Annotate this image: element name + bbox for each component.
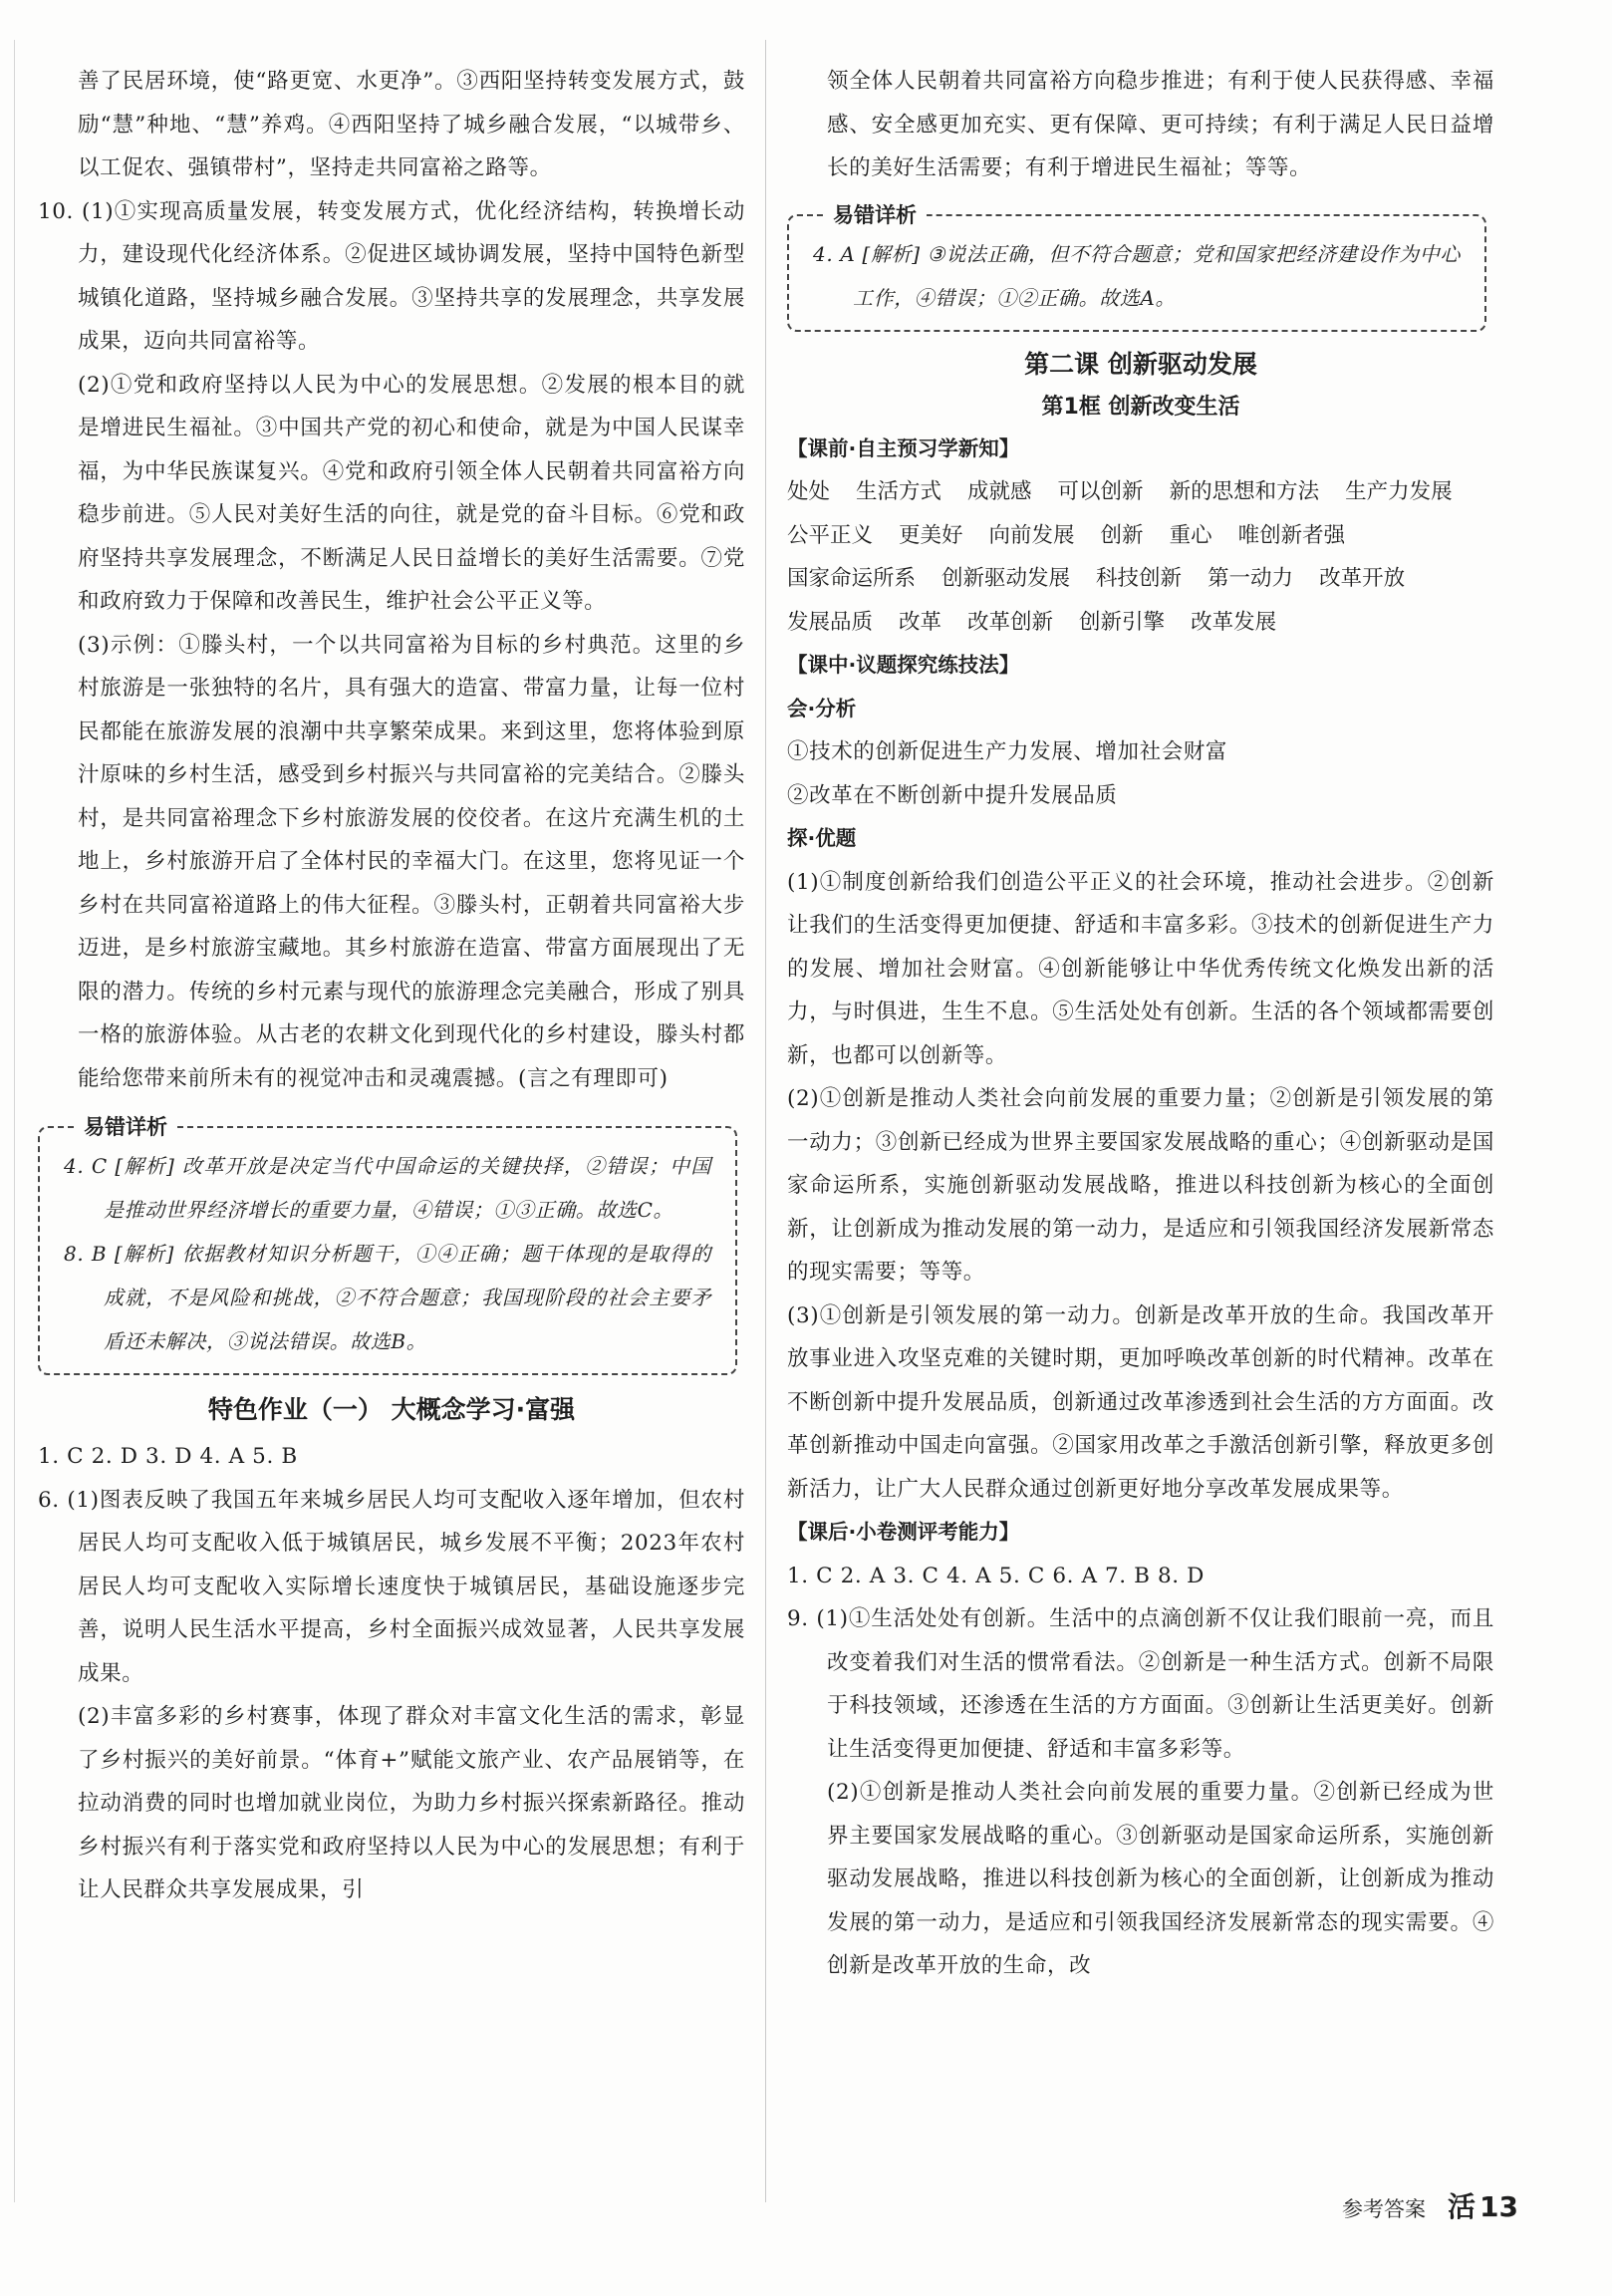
answer-word: 生产力发展	[1345, 479, 1453, 504]
answer-word: 发展品质	[787, 609, 874, 635]
answer-word: 改革	[899, 609, 942, 635]
after-class-answers: 1. C 2. A 3. C 4. A 5. C 6. A 7. B 8. D	[787, 1563, 1205, 1588]
explore-part2: (2)①创新是推动人类社会向前发展的重要力量；②创新是引领发展的第一动力；③创新已经成为世界主要国家发展战略的重心；④创新驱动是国家命运所系，实施创新驱动发展战略，推进以科技创新为核心的全面创新，让创新成为推动发展的第一动力，是适应和引领我国经济发展新常态的现实需要；等等。	[787, 1086, 1494, 1285]
q10-part3: (3)示例：①滕头村，一个以共同富裕为目标的乡村典范。这里的乡村旅游是一张独特的名片，具有强大的造富、带富力量，让每一位村民都能在旅游发展的浪潮中共享繁荣成果。来到这里，您将体验到原汁原味的乡村生活，感受到乡村振兴与共同富裕的完美结合。②滕头村，是共同富裕理念下乡村旅游发展的佼佼者。在这片充满生机的土地上，乡村旅游开启了全体村民的幸福大门。在这里，您将见证一个乡村在共同富裕道路上的伟大征程。③滕头村，正朝着共同富裕大步迈进，是乡村旅游宝藏地。其乡村旅游在造富、带富方面展现出了无限的潜力。传统的乡村元素与现代的旅游理念完美融合，形成了别具一格的旅游体验。从古老的农耕文化到现代化的乡村建设，滕头村都能给您带来前所未有的视觉冲击和灵魂震撼。(言之有理即可)	[78, 632, 745, 1091]
q10-part2: (2)①党和政府坚持以人民为中心的发展思想。②发展的根本目的就是增进民生福祉。③中国共产党的初心和使命，就是为中国人民谋幸福，为中华民族谋复兴。④党和政府引领全体人民朝着共同富裕方向稳步前进。⑤人民对美好生活的向往，就是党的奋斗目标。⑥党和政府坚持共享发展理念，不断满足人民日益增长的美好生活需要。⑦党和政府致力于保障和改善民生，维护社会公平正义等。	[78, 372, 745, 614]
answer-word: 生活方式	[856, 479, 942, 504]
answer-word: 创新驱动发展	[941, 566, 1071, 591]
analysis-answer: ②改革在不断创新中提升发展品质	[787, 782, 1118, 808]
q9-continuation: 善了民居环境，使“路更宽、水更净”。③西阳坚持转变发展方式，鼓励“慧”种地、“慧”养鸡。④西阳坚持了城乡融合发展，“以城带乡、以工促农、强镇带村”，坚持走共同富裕之路等。	[78, 69, 745, 180]
answer-word: 唯创新者强	[1237, 522, 1346, 548]
answer-word: 创新引擎	[1079, 609, 1166, 635]
answer-word: 改革发展	[1191, 609, 1277, 635]
answer-word: 公平正义	[787, 522, 874, 548]
answer-word: 更美好	[899, 522, 963, 548]
column-divider	[765, 40, 766, 2202]
error-analysis-item: 8. B [解析] 依据教材知识分析题干，①④正确；题干体现的是取得的成就，不是风险和挑战，②不符合题意；我国现阶段的社会主要矛盾还未解决，③说法错误。故选B。	[64, 1242, 711, 1353]
answer-word: 科技创新	[1096, 566, 1183, 591]
error-analysis-box-right	[787, 202, 1486, 332]
answer-word: 成就感	[967, 479, 1032, 504]
analysis-answer: ①技术的创新促进生产力发展、增加社会财富	[787, 739, 1228, 764]
footer-label: 参考答案	[1342, 2197, 1427, 2221]
chapter-title: 第二课 创新驱动发展	[1024, 349, 1257, 379]
q9-part1: 9. (1)①生活处处有创新。生活中的点滴创新不仅让我们眼前一亮，而且改变着我们对生活的惯常看法。②创新是一种生活方式。创新不局限于科技领域，还渗透在生活的方方面面。③创新让生活更美好。创新让生活变得更加便捷、舒适和丰富多彩等。	[787, 1606, 1494, 1762]
q10-part1: 10. (1)①实现高质量发展，转变发展方式，优化经济结构，转换增长动力，建设现代化经济体系。②促进区域协调发展，坚持中国特色新型城镇化道路，坚持城乡融合发展。③坚持共享的发展理念，共享发展成果，迈向共同富裕等。	[38, 198, 745, 354]
section-title: 第1框 创新改变生活	[1041, 394, 1240, 420]
answer-word: 向前发展	[988, 522, 1075, 548]
analysis-subheading: 会·分析	[787, 696, 857, 720]
explore-part3: (3)①创新是引领发展的第一动力。创新是改革开放的生命。我国改革开放事业进入攻坚克难的关键时期，更加呼唤改革创新的时代精神。改革在不断创新中提升发展品质，创新通过改革渗透到社会生活的方方面面。改革创新推动中国走向富强。②国家用改革之手激活创新引擎，释放更多创新活力，让广大人民群众通过创新更好地分享改革发展成果等。	[787, 1302, 1494, 1502]
answer-word: 重心	[1169, 522, 1212, 548]
error-analysis-title: 易错详析	[823, 200, 927, 230]
q6-continuation: 领全体人民朝着共同富裕方向稳步推进；有利于使人民获得感、幸福感、安全感更加充实、更有保障、更可持续；有利于满足人民日益增长的美好生活需要；有利于增进民生福祉；等等。	[827, 69, 1494, 180]
pre-class-heading: 【课前·自主预习学新知】	[787, 435, 1020, 460]
error-analysis-item: 4. C [解析] 改革开放是决定当代中国命运的关键抉择，②错误；中国是推动世界经济增长的重要力量，④错误；①③正确。故选C。	[64, 1154, 711, 1222]
error-analysis-title: 易错详析	[74, 1112, 177, 1142]
left-margin-rule	[14, 40, 15, 2202]
page-footer	[1342, 2185, 1518, 2225]
answer-word: 国家命运所系	[787, 566, 917, 591]
left-column	[38, 60, 745, 1912]
after-class-heading: 【课后·小卷测评考能力】	[787, 1520, 1020, 1544]
error-analysis-item: 4. A [解析] ③说法正确，但不符合题意；党和国家把经济建设作为中心工作，④错误；①②正确。故选A。	[813, 241, 1461, 310]
q6-part1: 6. (1)图表反映了我国五年来城乡居民人均可支配收入逐年增加，但农村居民人均可支配收入低于城镇居民，城乡发展不平衡；2023年农村居民人均可支配收入实际增长速度快于城镇居民，基础设施逐步完善，说明人民生活水平提高，乡村全面振兴成效显著，人民共享发展成果。	[38, 1487, 745, 1686]
explore-subheading: 探·优题	[787, 826, 857, 850]
pre-class-words	[787, 470, 1494, 644]
special-homework-title: 特色作业（一） 大概念学习·富强	[207, 1395, 576, 1424]
answer-word: 可以创新	[1057, 479, 1144, 504]
answer-word: 改革开放	[1319, 566, 1406, 591]
q9-part2: (2)①创新是推动人类社会向前发展的重要力量。②创新已经成为世界主要国家发展战略的重心。③创新驱动是国家命运所系，实施创新驱动发展战略，推进以科技创新为核心的全面创新，让创新成为推动发展的第一动力，是适应和引领我国经济发展新常态的现实需要。④创新是改革开放的生命，改	[827, 1780, 1494, 1978]
in-class-heading: 【课中·议题探究练技法】	[787, 653, 1020, 677]
error-analysis-box-left	[38, 1115, 737, 1375]
q6-part2: (2)丰富多彩的乡村赛事，体现了群众对丰富文化生活的需求，彰显了乡村振兴的美好前景。“体育+”赋能文旅产业、农产品展销等，在拉动消费的同时也增加就业岗位，为助力乡村振兴探索新路径。推动乡村振兴有利于落实党和政府坚持以人民为中心的发展思想；有利于让人民群众共享发展成果，引	[78, 1704, 745, 1902]
special-answers: 1. C 2. D 3. D 4. A 5. B	[38, 1444, 298, 1469]
answer-word: 新的思想和方法	[1169, 479, 1320, 504]
answer-word: 创新	[1100, 522, 1144, 548]
explore-part1: (1)①制度创新给我们创造公平正义的社会环境，推动社会进步。②创新让我们的生活变得更加便捷、舒适和丰富多彩。③技术的创新促进生产力的发展、增加社会财富。④创新能够让中华优秀传统文化焕发出新的活力，与时俱进，生生不息。⑤生活处处有创新。生活的各个领域都需要创新，也都可以创新等。	[787, 869, 1494, 1068]
answer-word: 第一动力	[1208, 566, 1294, 591]
footer-badge: 活	[1448, 2190, 1477, 2223]
answer-word: 处处	[787, 479, 831, 504]
answer-word: 改革创新	[967, 609, 1054, 635]
right-column	[787, 60, 1494, 1988]
page-number: 13	[1479, 2190, 1518, 2223]
